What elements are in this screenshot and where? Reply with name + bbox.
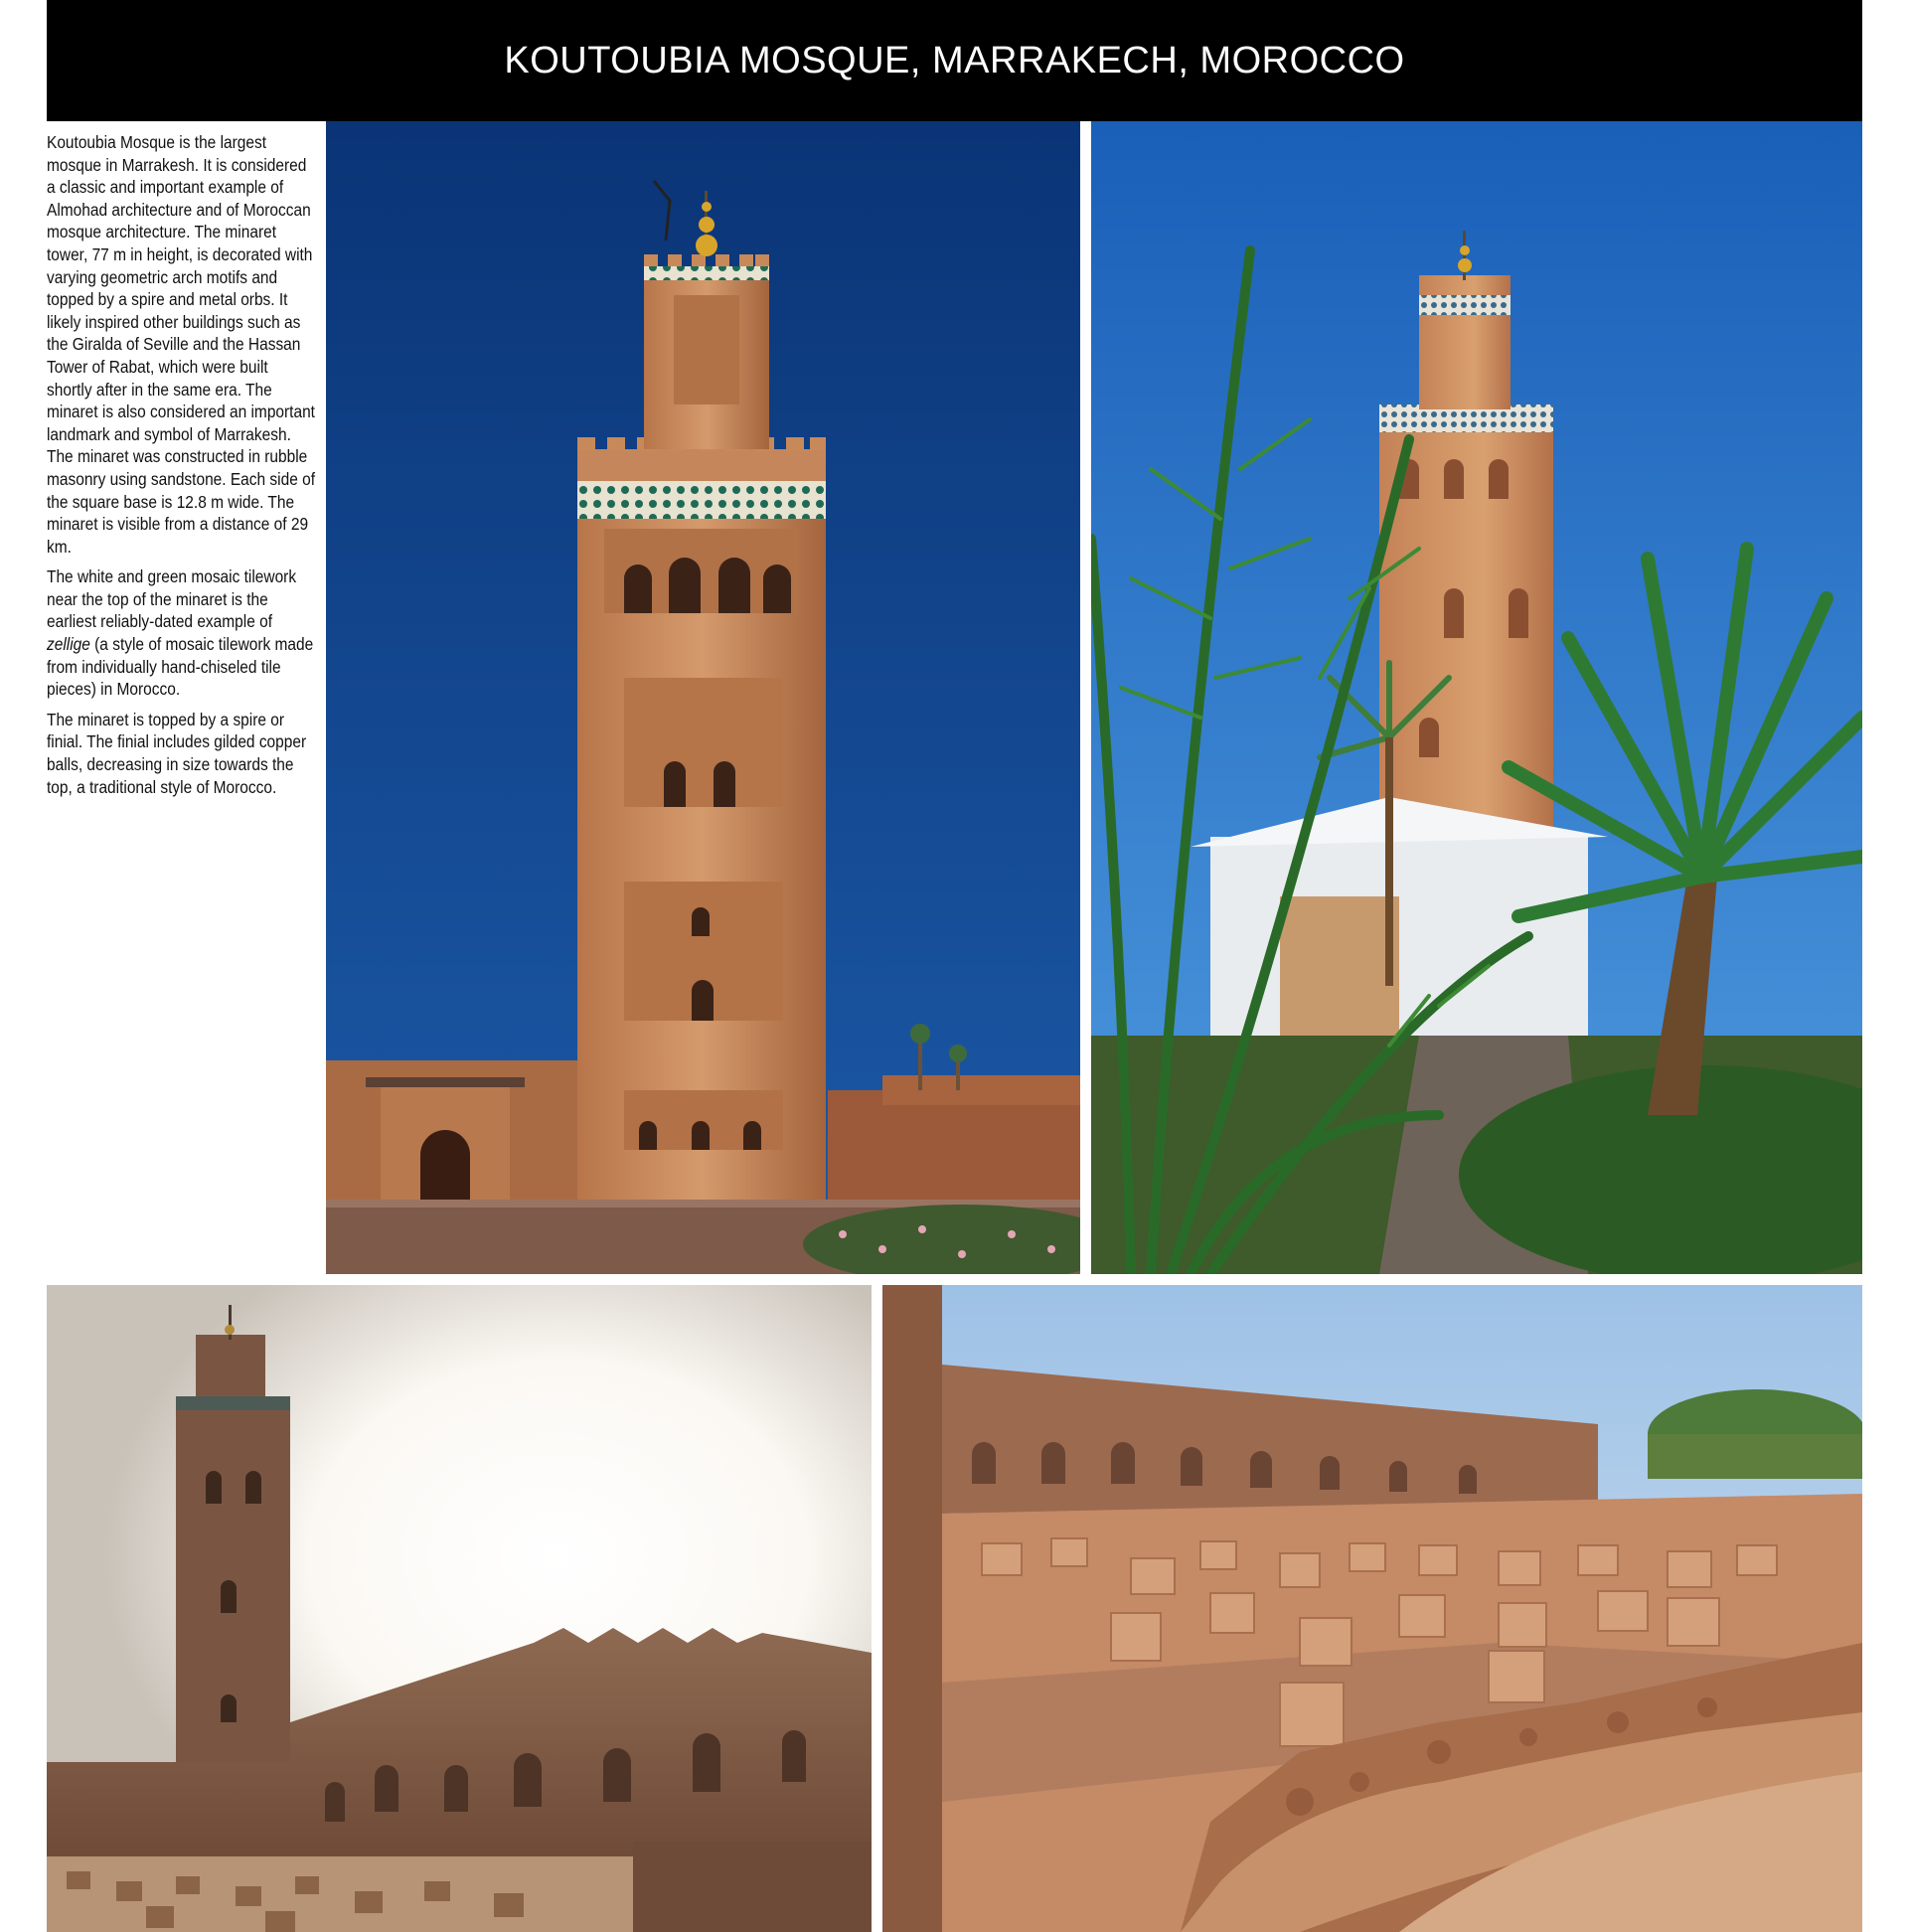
article-paragraph-3: The minaret is topped by a spire or finial. The finial includes gilded copper balls, decreasing in size towards the top, a traditional style of Morocco. <box>47 709 307 797</box>
article-text <box>47 131 316 806</box>
article-paragraph-2 <box>47 565 315 701</box>
prayer-hall-ruins-photo <box>882 1285 1862 1932</box>
paragraph-2-text-start: The white and green mosaic tilework near the top of the minaret is the earliest reliably-dated example of <box>47 566 297 632</box>
minaret-palms-photo <box>1091 121 1862 1274</box>
page-title: KOUTOUBIA MOSQUE, MARRAKECH, MOROCCO <box>504 39 1405 81</box>
title-bar <box>47 0 1862 121</box>
zellige-term: zellige <box>47 634 90 655</box>
paragraph-2-text-end: (a style of mosaic tilework made from individually hand-chiseled tile pieces) in Morocco. <box>47 634 314 700</box>
article-paragraph-1: Koutoubia Mosque is the largest mosque in Marrakesh. It is considered a classic and important example of Almohad architecture and of Moroccan mosque architecture. The minaret tower, 77 m in height, is decorated with varying geometric arch motifs and topped by a spire and metal orbs. It likely inspired other buildings such as the Giralda of Seville and the Hassan Tower of Rabat, which were built shortly after in the same era. The minaret is also considered an important landmark and symbol of Marrakesh. The minaret was constructed in rubble masonry using sandstone. Each side of the square base is 12.8 m wide. The minaret is visible from a distance of 29 km. <box>47 132 316 557</box>
mosque-backlit-photo <box>47 1285 872 1932</box>
minaret-front-photo <box>326 121 1080 1274</box>
